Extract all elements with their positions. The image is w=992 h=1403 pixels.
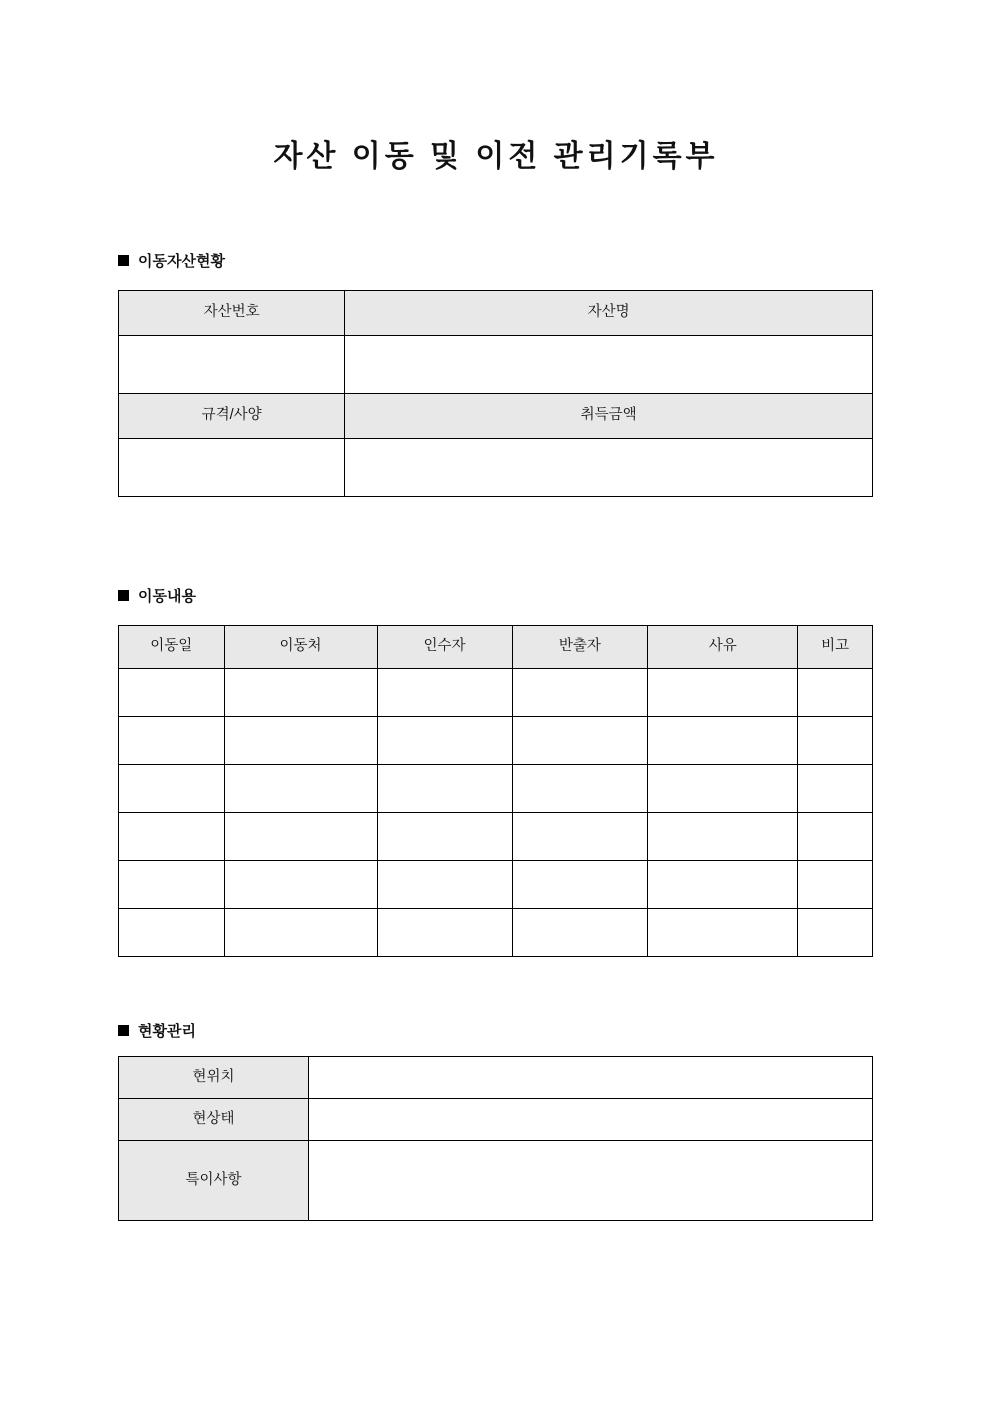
header-cell-releaser: 반출자 bbox=[512, 626, 648, 669]
value-cell-acquisition-amount[interactable] bbox=[345, 439, 873, 497]
value-cell-asset-name[interactable] bbox=[345, 336, 873, 394]
header-cell-asset-number: 자산번호 bbox=[119, 291, 345, 336]
cell-move-date[interactable] bbox=[119, 813, 225, 861]
cell-receiver[interactable] bbox=[377, 765, 512, 813]
cell-receiver[interactable] bbox=[377, 813, 512, 861]
cell-move-date[interactable] bbox=[119, 861, 225, 909]
cell-releaser[interactable] bbox=[512, 669, 648, 717]
table-row bbox=[119, 1057, 873, 1099]
label-cell-special-notes: 특이사항 bbox=[119, 1141, 309, 1221]
value-cell-current-condition[interactable] bbox=[309, 1099, 873, 1141]
header-cell-move-date: 이동일 bbox=[119, 626, 225, 669]
table-row bbox=[119, 717, 873, 765]
section-heading-label: 이동자산현황 bbox=[138, 253, 225, 270]
current-status-table bbox=[118, 1056, 873, 1221]
header-cell-spec: 규격/사양 bbox=[119, 394, 345, 439]
header-cell-reason: 사유 bbox=[648, 626, 798, 669]
square-bullet-icon bbox=[118, 1025, 129, 1036]
cell-move-date[interactable] bbox=[119, 909, 225, 957]
table-row bbox=[119, 439, 873, 497]
table-row bbox=[119, 394, 873, 439]
cell-move-destination[interactable] bbox=[224, 669, 377, 717]
cell-receiver[interactable] bbox=[377, 909, 512, 957]
table-row bbox=[119, 291, 873, 336]
value-cell-asset-number[interactable] bbox=[119, 336, 345, 394]
header-cell-receiver: 인수자 bbox=[377, 626, 512, 669]
cell-move-destination[interactable] bbox=[224, 765, 377, 813]
cell-remarks[interactable] bbox=[798, 861, 873, 909]
cell-releaser[interactable] bbox=[512, 909, 648, 957]
cell-remarks[interactable] bbox=[798, 669, 873, 717]
cell-receiver[interactable] bbox=[377, 669, 512, 717]
header-cell-move-destination: 이동처 bbox=[224, 626, 377, 669]
table-row bbox=[119, 336, 873, 394]
cell-reason[interactable] bbox=[648, 861, 798, 909]
cell-remarks[interactable] bbox=[798, 909, 873, 957]
table-row bbox=[119, 669, 873, 717]
cell-remarks[interactable] bbox=[798, 813, 873, 861]
header-cell-acquisition-amount: 취득금액 bbox=[345, 394, 873, 439]
value-cell-special-notes[interactable] bbox=[309, 1141, 873, 1221]
table-row bbox=[119, 1141, 873, 1221]
cell-receiver[interactable] bbox=[377, 717, 512, 765]
cell-move-date[interactable] bbox=[119, 717, 225, 765]
table-row bbox=[119, 765, 873, 813]
cell-move-destination[interactable] bbox=[224, 909, 377, 957]
cell-reason[interactable] bbox=[648, 669, 798, 717]
cell-receiver[interactable] bbox=[377, 861, 512, 909]
section-heading-label: 이동내용 bbox=[138, 588, 196, 605]
cell-releaser[interactable] bbox=[512, 765, 648, 813]
table-row bbox=[119, 1099, 873, 1141]
label-cell-current-location: 현위치 bbox=[119, 1057, 309, 1099]
table-header-row bbox=[119, 626, 873, 669]
header-cell-remarks: 비고 bbox=[798, 626, 873, 669]
cell-reason[interactable] bbox=[648, 813, 798, 861]
cell-releaser[interactable] bbox=[512, 861, 648, 909]
cell-remarks[interactable] bbox=[798, 717, 873, 765]
move-details-table bbox=[118, 625, 873, 957]
cell-move-date[interactable] bbox=[119, 669, 225, 717]
cell-move-destination[interactable] bbox=[224, 861, 377, 909]
value-cell-spec[interactable] bbox=[119, 439, 345, 497]
cell-remarks[interactable] bbox=[798, 765, 873, 813]
asset-status-table bbox=[118, 290, 873, 497]
square-bullet-icon bbox=[118, 255, 129, 266]
table-row bbox=[119, 909, 873, 957]
table-row bbox=[119, 813, 873, 861]
square-bullet-icon bbox=[118, 590, 129, 601]
label-cell-current-condition: 현상태 bbox=[119, 1099, 309, 1141]
cell-reason[interactable] bbox=[648, 765, 798, 813]
section-heading-asset-status bbox=[118, 250, 225, 271]
section-heading-move-details bbox=[118, 585, 196, 606]
header-cell-asset-name: 자산명 bbox=[345, 291, 873, 336]
section-heading-label: 현황관리 bbox=[138, 1023, 196, 1040]
cell-move-date[interactable] bbox=[119, 765, 225, 813]
cell-reason[interactable] bbox=[648, 717, 798, 765]
value-cell-current-location[interactable] bbox=[309, 1057, 873, 1099]
cell-move-destination[interactable] bbox=[224, 813, 377, 861]
cell-releaser[interactable] bbox=[512, 717, 648, 765]
cell-move-destination[interactable] bbox=[224, 717, 377, 765]
page-title: 자산 이동 및 이전 관리기록부 bbox=[273, 140, 719, 173]
table-row bbox=[119, 861, 873, 909]
section-heading-current-status bbox=[118, 1020, 196, 1041]
cell-reason[interactable] bbox=[648, 909, 798, 957]
cell-releaser[interactable] bbox=[512, 813, 648, 861]
